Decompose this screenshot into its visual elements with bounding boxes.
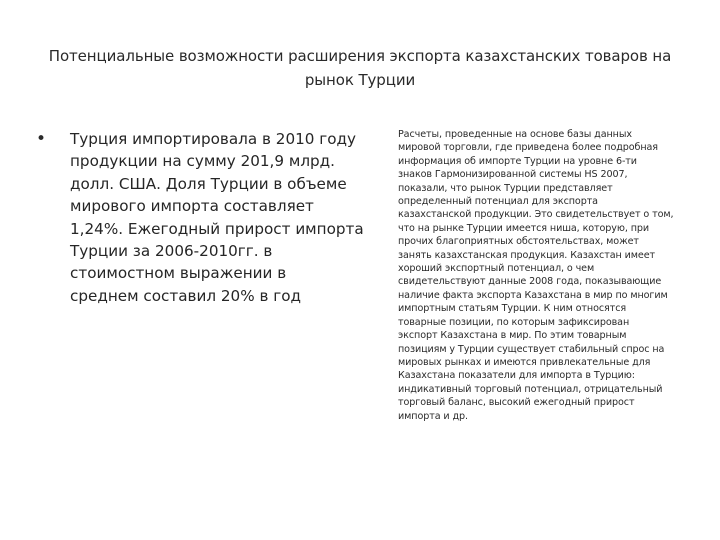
bullet-text-line: среднем составил 20% в год [70,286,302,305]
slide-title [40,44,680,92]
paragraph-line: импорта и др. [398,410,468,422]
paragraph-line: импортным статьям Турции. К ним относятся [398,303,627,315]
paragraph-line: индикативный торговый потенциал, отрицательный [398,383,663,395]
paragraph-line: что на рынке Турции имеется ниша, которую, при [398,222,650,234]
paragraph-line: знаков Гармонизированной системы HS 2007, [398,169,628,181]
bullet-text-line: продукции на сумму 201,9 млрд. [70,152,336,171]
paragraph-line: Расчеты, проведенные на основе базы данных [398,129,632,140]
bullet-text-line: Турция импортировала в 2010 году [70,130,357,148]
paragraph-line: наличие факта экспорта Казахстана в мир по многим [398,289,668,301]
bullet-text-line: 1,24%. Ежегодный прирост импорта [70,219,364,238]
bullet-icon: • [36,129,47,149]
bullet-text-line: долл. США. Доля Турции в объеме [70,174,347,193]
bullet-text [70,128,364,307]
title-line-1: Потенциальные возможности расширения экспорта казахстанских товаров на [48,47,672,65]
bullet-text-line: стоимостном выражении в [70,264,287,283]
paragraph-line: товарные позиции, по которым зафиксирован [398,316,630,328]
bullet-text-line: мирового импорта составляет [70,197,314,216]
paragraph-line: мировой торговли, где приведена более подробная [398,142,658,154]
right-column [398,128,688,423]
paragraph-line: информация об импорте Турции на уровне 6-ти [398,155,637,167]
paragraph-line: хороший экспортный потенциал, о чем [398,263,595,275]
title-line-2: рынок Турции [304,71,416,89]
paragraph-line: свидетельствуют данные 2008 года, показывающие [398,276,662,288]
body-paragraph [398,128,688,423]
paragraph-line: мировых рынках и имеются привлекательные для [398,356,651,368]
paragraph-line: торговый баланс, высокий ежегодный прирост [398,397,635,409]
paragraph-line: казахстанской продукции. Это свидетельствует о том, [398,209,674,221]
paragraph-line: прочих благоприятных обстоятельствах, может [398,236,639,248]
bullet-text-line: Турции за 2006-2010гг. в [70,242,273,261]
paragraph-line: Казахстана показатели для импорта в Турцию: [398,370,635,382]
paragraph-line: экспорт Казахстана в мир. По этим товарным [398,330,627,342]
paragraph-line: показали, что рынок Турции представляет [398,182,613,194]
paragraph-line: определенный потенциал для экспорта [398,196,598,208]
paragraph-line: позициям у Турции существует стабильный спрос на [398,343,665,355]
paragraph-line: занять казахстанская продукция. Казахстан имеет [398,249,655,261]
